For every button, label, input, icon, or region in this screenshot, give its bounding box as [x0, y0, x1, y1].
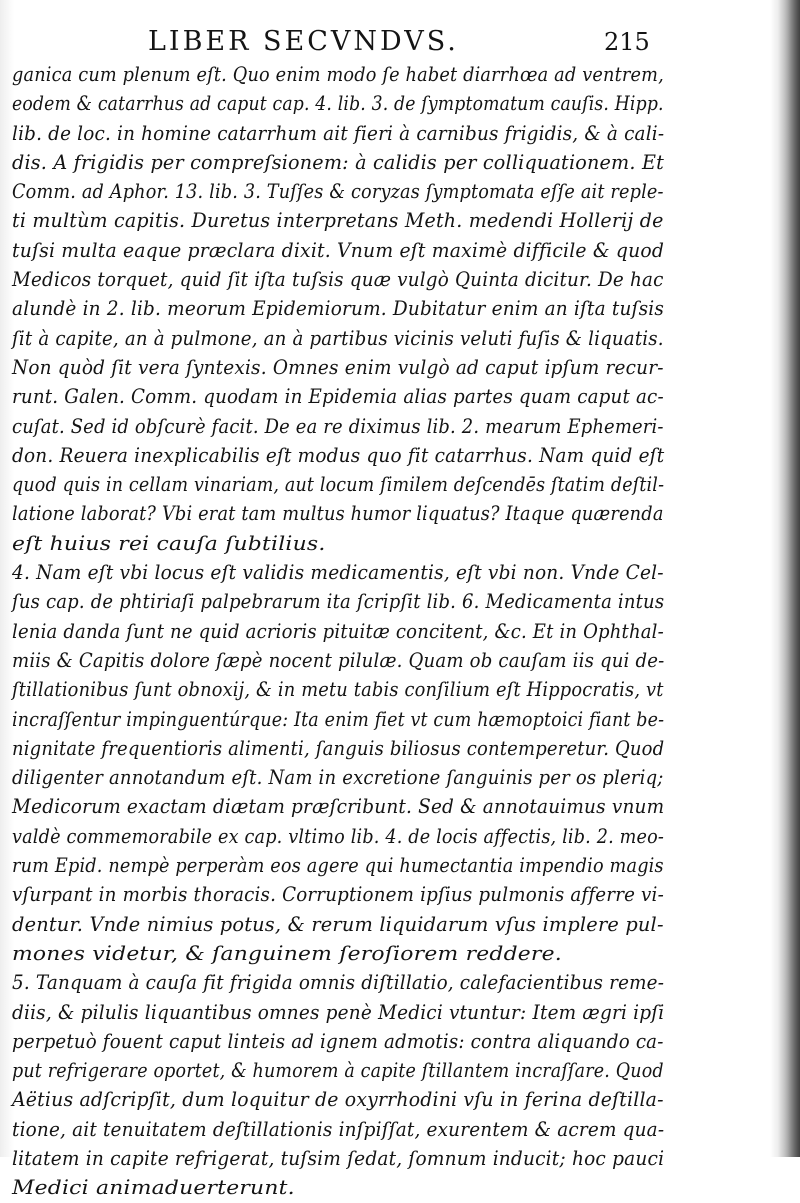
- text-line: tione, ait tenuitatem deſtillationis inſpiſſat, exurentem & acrem qua-: [12, 1117, 665, 1141]
- page-gutter-shadow: [778, 0, 800, 1157]
- text-line: incraſſentur impinguentúrque: Ita enim fiet vt cum hæmoptoici fiant be-: [12, 707, 665, 731]
- text-line: valdè commemorabile ex cap. vltimo lib. 4. de locis affectis, lib. 2. meo-: [12, 824, 665, 848]
- paragraph-4-line: 4. Nam eſt vbi locus eſt validis medicamentis, eſt vbi non. Vnde Cel-: [12, 561, 664, 585]
- text-line: dis. A frigidis per compreſsionem: à calidis per colliquationem. Et: [12, 150, 665, 174]
- text-line: quod quis in cellam vinariam, aut locum ſimilem deſcendēs ſtatim deſtil-: [12, 473, 665, 497]
- text-line: Aëtius adſcripſit, dum loquitur de oxyrrhodini vſu in ferina deſtilla-: [12, 1088, 664, 1112]
- text-line: diis, & pilulis liquantibus omnes penè Medici vtuntur: Item ægri ipſi: [12, 1000, 665, 1024]
- text-line: runt. Galen. Comm. quodam in Epidemia alias partes quam caput ac-: [12, 385, 664, 409]
- text-line: lib. de loc. in homine catarrhum ait fieri à carnibus frigidis, & à cali-: [12, 121, 665, 145]
- text-line: cuſat. Sed id obſcurè facit. De ea re diximus lib. 2. mearum Ephemeri-: [12, 414, 664, 438]
- text-line: litatem in capite refrigerat, tuſsim ſedat, ſomnum inducit; hoc pauci: [12, 1146, 665, 1170]
- text-line: vſurpant in morbis thoracis. Corruptionem ipſius pulmonis afferre vi-: [12, 883, 664, 907]
- text-line: ganica cum plenum eſt. Quo enim modo ſe habet diarrhœa ad ventrem,: [12, 63, 664, 86]
- running-head: LIBER SECVNDVS.: [148, 26, 459, 57]
- text-line: Non quòd ſit vera ſyntexis. Omnes enim vulgò ad caput ipſum recur-: [12, 355, 664, 379]
- text-line: lenia danda ſunt ne quid acrioris pituitæ concitent, &c. Et in Ophthal-: [12, 619, 664, 643]
- text-line: alundè in 2. lib. meorum Epidemiorum. Dubitatur enim an iſta tuſsis: [12, 297, 664, 321]
- body-text: [12, 60, 672, 1203]
- text-line: diligenter annotandum eſt. Nam in excretione ſanguinis per os pleriq;: [12, 766, 664, 790]
- text-line: latione laborat? Vbi erat tam multus humor liquatus? Itaque quærenda: [12, 502, 664, 526]
- text-line: dentur. Vnde nimius potus, & rerum liquidarum vſus implere pul-: [12, 912, 664, 936]
- text-line: perpetuò fouent caput linteis ad ignem admotis: contra aliquando ca-: [12, 1029, 664, 1053]
- text-line: Medicos torquet, quid ſit iſta tuſsis quæ vulgò Quinta dicitur. De hac: [12, 268, 664, 292]
- text-line: miis & Capitis dolore ſæpè nocent pilulæ. Quam ob cauſam iis qui de-: [12, 648, 665, 672]
- text-line: eodem & catarrhus ad caput cap. 4. lib. 3. de ſymptomatum cauſis. Hipp.: [12, 92, 664, 116]
- text-line: mones videtur, & ſanguinem ſeroſiorem reddere.: [12, 941, 562, 965]
- text-line: eſt huius rei cauſa ſubtilius.: [12, 531, 326, 555]
- text-line: ſtillationibus ſunt obnoxij, & in metu tabis conſilium eſt Hippocratis, vt: [12, 678, 664, 702]
- text-line: ſus cap. de phtiriaſi palpebrarum ita ſcripſit lib. 6. Medicamenta intus: [12, 590, 665, 614]
- text-line: put refrigerare oportet, & humorem à capite ſtillantem incraſſare. Quod: [12, 1059, 664, 1083]
- text-line: don. Reuera inexplicabilis eſt modus quo fit catarrhus. Nam quid eſt: [12, 443, 665, 467]
- text-line: tuſsi multa eaque præclara dixit. Vnum eſt maximè difficile & quod: [12, 238, 665, 262]
- page-number: 215: [604, 28, 650, 56]
- paragraph-5-line: 5. Tanquam à cauſa fit frigida omnis diſtillatio, calefacientibus reme-: [12, 971, 665, 995]
- text-line: rum Epid. nempè perperàm eos agere qui humectantia impendio magis: [12, 854, 664, 878]
- text-line: Comm. ad Aphor. 13. lib. 3. Tuſſes & coryzas ſymptomata eſſe ait reple-: [12, 180, 664, 204]
- text-line: Medicorum exactam diætam præſcribunt. Sed & annotauimus vnum: [12, 795, 665, 819]
- text-line: Medici animaduerterunt.: [12, 1176, 295, 1200]
- text-line: ſit à capite, an à pulmone, an à partibus vicinis veluti fuſis & liquatis.: [12, 326, 664, 350]
- text-line: ti multùm capitis. Duretus interpretans Meth. medendi Hollerij de: [12, 209, 664, 233]
- text-line: nignitate frequentioris alimenti, ſanguis biliosus contemperetur. Quod: [12, 736, 665, 760]
